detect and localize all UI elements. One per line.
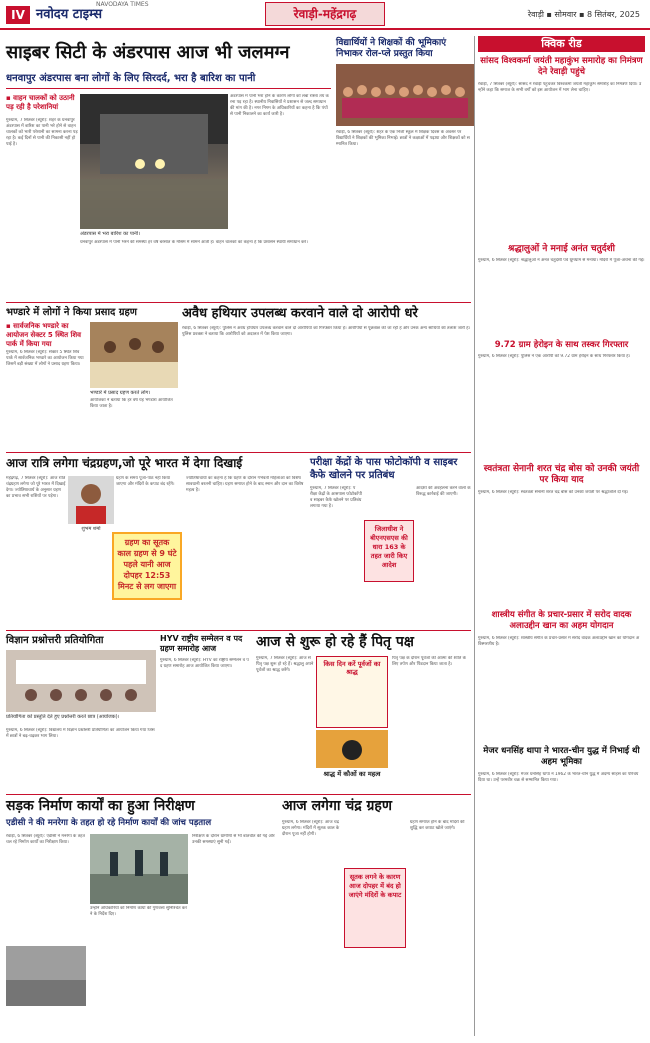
astrologer-portrait (68, 476, 114, 524)
sidebar-item3-body: गुरुग्राम, 6 सितंबर (ब्यूरो): पुलिस ने एक आरोपी को 9.72 ग्राम हेरोइन के साथ गिरफ्तार किया है। (478, 354, 631, 359)
teachers-headline: विद्यार्थियों ने शिक्षकों की भूमिकाएं निभाकर रोल-प्ले प्रस्तुत किया (336, 38, 447, 59)
page-number: IV (6, 6, 30, 24)
sidebar-item6-head: मेजर धनसिंह थापा ने भारत-चीन युद्ध में निभाई थी अहम भूमिका (483, 746, 640, 767)
divider (6, 630, 471, 631)
roads-subhead: एडीसी ने की मनरेगा के तहत हो रहे निर्माण कार्यों की जांच पड़ताल (6, 818, 212, 828)
exam-body-2: आदेशों की अवहेलना करने वालों के विरुद्ध कार्रवाई की जाएगी। (416, 486, 471, 497)
pitru-body-2: पितृ पक्ष के दौरान पूर्वजों की आत्मा की शांति के लिए तर्पण और पिंडदान किया जाता है। (392, 656, 466, 667)
quiz-headline: विज्ञान प्रश्नोत्तरी प्रतियोगिता (6, 635, 104, 646)
grahan2-headline: आज लगेगा चंद्र ग्रहण (282, 798, 392, 814)
portrait-image (68, 476, 114, 524)
grahan2-sutak-text: सूतक लगने के कारण आज दोपहर में बंद हो जाएंगे मंदिरों के कपाट (348, 873, 402, 899)
sidebar-item2-head: श्रद्धालुओं ने मनाई अनंत चतुर्दशी (508, 244, 615, 254)
bhandara-scene-image (90, 322, 178, 388)
bhandara-photo (90, 322, 178, 388)
sidebar-item5-body: गुरुग्राम, 6 सितंबर (ब्यूरो): शास्त्रीय संगीत के प्रचार-प्रसार में सरोद वादक अलाउद्दीन खान का योगदान अविस्मरणीय है। (478, 636, 640, 647)
quiz-photo-caption: प्रतियोगिता को प्रस्तुति देते हुए प्रश्नोत्तरी करते छात्र (आयोजक)। (6, 714, 120, 720)
quiz-body: गुरुग्राम, 6 सितंबर (ब्यूरो): विद्यालय में विज्ञान प्रश्नोत्तरी प्रतियोगिता का आयोजन किया गया जिसमें छात्रों ने बढ़-चढ़कर भाग लिया। (6, 728, 155, 739)
hyv-headline: HYV राष्ट्रीय सम्मेलन व पद ग्रहण समारोह आज (160, 634, 243, 653)
hyv-body: गुरुग्राम, 6 सितंबर (ब्यूरो): HYV का राष्ट्रीय सम्मेलन व पद ग्रहण समारोह आज आयोजित किया जाएगा। (160, 658, 249, 669)
underpass-photo (80, 94, 228, 229)
roads-body-2: उन्होंने अधिकारियों को निर्माण कार्यों की गुणवत्ता सुनिश्चित करने के निर्देश दिए। (90, 906, 187, 917)
lead-kicker: ▪ वाहन चालकों को उठानी पड़ रही है परेशानियां (6, 94, 75, 111)
brand-sub: NAVODAYA TIMES (96, 1, 149, 8)
masthead (0, 0, 650, 30)
crow-title: श्राद्ध में कौओं का महत्व (323, 770, 381, 778)
crow-photo (316, 730, 388, 768)
sidebar-item1-head: सांसद विश्वकर्मा जयंती महाकुंभ समारोह का निमंत्रण देने रेवाड़ी पहुंचे (480, 56, 643, 77)
sidebar-item3-head: 9.72 ग्राम हेरोइन के साथ तस्कर गिरफ्तार (494, 340, 629, 350)
pitru-date-box (316, 656, 388, 728)
quick-read-band: क्विक रीड (478, 36, 645, 52)
pitru-body: गुरुग्राम, 7 सितंबर (ब्यूरो): आज से पितृ पक्ष शुरू हो रहे हैं। श्रद्धालु अपने पूर्वजों का श्राद्ध करेंगे। (256, 656, 314, 673)
bhandara-body: गुरुग्राम, 6 सितंबर (ब्यूरो): सेक्टर 5 स्थित शिव पार्क में सार्वजनिक भण्डारे का आयोजन किया गया जिसमें बड़ी संख्या में लोगों ने प्रसाद ग्रहण किया। (6, 350, 84, 367)
crow-image (316, 730, 388, 768)
bhandara-photo-caption: भण्डारे में प्रसाद ग्रहण करते लोग। (90, 390, 151, 396)
dateline: रेवाड़ी ▪ सोमवार ▪ 8 सितंबर, 2025 (527, 10, 640, 19)
teachers-group-photo (336, 64, 474, 126)
lead-photo-caption: अंडरपास में भरा बारिश का पानी। (80, 231, 140, 237)
brand-logo: नवोदय टाइम्स (36, 7, 103, 22)
roads-body-3: निरीक्षण के दौरान ग्रामीणों से भी बातचीत की गई और उनकी समस्याएं सुनी गईं। (192, 834, 275, 845)
underpass-scene-image (80, 94, 228, 229)
exam-headline: परीक्षा केंद्रों के पास फोटोकॉपी व साइबर कैफे खोलने पर प्रतिबंध (310, 457, 458, 481)
roads-photo-2 (90, 834, 188, 904)
grahan2-body-2: ग्रहण समाप्त होने के बाद मंदिरों की शुद्धि कर कपाट खोले जाएंगे। (410, 820, 465, 831)
grahan2-body: गुरुग्राम, 6 सितंबर (ब्यूरो): आज चंद्र ग्रहण लगेगा। मंदिरों में सूतक काल के दौरान पूजा नहीं होगी। (282, 820, 340, 837)
eclipse-body: महेंद्रगढ़, 7 सितंबर (ब्यूरो): आज रात्रि चंद्रग्रहण लगेगा जो पूरे भारत में दिखाई देगा। ज्योतिषाचार्य के अनुसार ग्रहण का प्रभाव सभी राशियों पर पड़ेगा। (6, 476, 66, 499)
lead-body-bottom: धनवापुर अंडरपास में पानी भरने की समस्या हर वर्ष बरसात के मौसम में सामने आती है। वाहन चालकों का कहना है कि प्रशासन स्थायी समाधान करे। (80, 240, 308, 245)
divider (6, 794, 471, 795)
exam-body: गुरुग्राम, 7 सितंबर (ब्यूरो): परीक्षा केंद्रों के आसपास फोटोकॉपी व साइबर कैफे खोलने पर प्रतिबंध लगाया गया है। (310, 486, 362, 509)
lead-headline: साइबर सिटी के अंडरपास आज भी जलमग्न (6, 42, 290, 63)
weapons-headline: अवैध हथियार उपलब्ध करवाने वाले दो आरोपी धरे (182, 306, 418, 321)
sidebar-item4-head: स्वतंत्रता सेनानी शरत चंद्र बोस को उनकी जयंती पर किया याद (483, 464, 640, 485)
roads-photo-1 (6, 946, 86, 1006)
eclipse-body-2: ग्रहण के समय पूजा-पाठ नहीं किया जाएगा और मंदिरों के कपाट बंद रहेंगे। (116, 476, 175, 487)
sidebar-item2-body: गुरुग्राम, 6 सितंबर (ब्यूरो): श्रद्धालुओं ने अनंत चतुर्दशी पर्व धूमधाम से मनाया। मंदिरों में पूजा-अर्चना की गई। (478, 258, 645, 263)
divider (6, 302, 471, 303)
teachers-body: रेवाड़ी, 6 सितंबर (ब्यूरो): शहर के एक निजी स्कूल में शिक्षक दिवस के अवसर पर विद्यार्थियों ने शिक्षकों की भूमिका निभाई। छात्रों ने कक्षाओं में पढ़ाया और शिक्षकों को सम्मानित किया। (336, 130, 470, 147)
pitru-box-title: किस दिन करें पूर्वजों का श्राद्ध (323, 660, 381, 676)
roads-body: रेवाड़ी, 6 सितंबर (ब्यूरो): एडीसी ने मनरेगा के तहत चल रहे निर्माण कार्यों का निरीक्षण किया। (6, 834, 85, 845)
column-rule (474, 36, 475, 1036)
grahan2-sutak-box (344, 868, 406, 948)
divider (6, 88, 331, 89)
lead-body-col3: अंडरपास में पानी भरा होने के कारण लोगों को लंबा रास्ता तय करना पड़ रहा है। स्थानीय निवासियों ने प्रशासन से जल्द समाधान की मांग की है। नगर निगम के अधिकारियों का कहना है कि पंपों से पानी निकालने का कार्य जारी है। (230, 94, 329, 117)
divider (6, 452, 471, 453)
roads-scene-2 (90, 834, 188, 904)
exam-infobox: जिलाधीश ने बीएनएसएस की धारा 163 के तहत जारी किए आदेश (364, 520, 414, 582)
sidebar-item1-body: रेवाड़ी, 7 सितंबर (ब्यूरो): सांसद ने रेवाड़ी पहुंचकर विश्वकर्मा जयंती महाकुंभ समारोह का निमंत्रण दिया। उन्होंने कहा कि समाज के सभी वर्गों को इस आयोजन में भाग लेना चाहिए। (478, 82, 642, 93)
portrait-caption: शुभम शर्मा (81, 526, 101, 532)
roads-scene-1 (6, 946, 86, 1006)
bhandara-kicker: ▪ सार्वजनिक भण्डारे का आयोजन सेक्टर 5 स्थित शिव पार्क में किया गया (6, 322, 81, 348)
eclipse-headline: आज रात्रि लगेगा चंद्रग्रहण,जो पूरे भारत में देगा दिखाई (6, 456, 243, 470)
sidebar-item6-body: गुरुग्राम, 6 सितंबर (ब्यूरो): मेजर धनसिंह थापा ने 1962 के भारत-चीन युद्ध में अदम्य साहस का परिचय दिया था। उन्हें परमवीर चक्र से सम्मानित किया गया। (478, 772, 639, 783)
quiz-photo (6, 650, 156, 712)
bhandara-headline: भण्डारे में लोगों ने किया प्रसाद ग्रहण (6, 307, 138, 318)
lead-subhead: धनवापुर अंडरपास बना लोगों के लिए सिरदर्द, भरा है बारिश का पानी (6, 73, 256, 84)
pitru-headline: आज से शुरू हो रहे हैं पितृ पक्ष (256, 634, 414, 650)
sidebar-item4-body: गुरुग्राम, 6 सितंबर (ब्यूरो): स्वतंत्रता सेनानी शरत चंद्र बोस को उनकी जयंती पर श्रद्धांजलि दी गई। (478, 490, 629, 495)
bhandara-body-2: आयोजकों ने बताया कि हर वर्ष यह भण्डारा आयोजित किया जाता है। (90, 398, 173, 409)
roads-headline: सड़क निर्माण कार्यों का हुआ निरीक्षण (6, 798, 195, 814)
weapons-body: रेवाड़ी, 6 सितंबर (ब्यूरो): पुलिस ने अवैध हथियार उपलब्ध करवाने वाले दो आरोपियों को गिरफ्तार किया है। आरोपियों से पूछताछ की जा रही है और उनके अन्य साथियों की तलाश जारी है। पुलिस प्रवक्ता ने बताया कि आरोपियों को अदालत में पेश किया जाएगा। (182, 326, 471, 337)
lead-body: गुरुग्राम, 7 सितंबर (ब्यूरो): शहर के धनवापुर अंडरपास में बारिश का पानी भरे होने से वाहन चालकों को भारी परेशानी का सामना करना पड़ रहा है। कई दिनों से पानी की निकासी नहीं हो पाई है। (6, 118, 78, 147)
sutak-highlight-box: ग्रहण का सूतक काल ग्रहण से 9 घंटे पहले यानी आज दोपहर 12:53 मिनट से लग जाएगा (112, 532, 182, 600)
quiz-scene-image (6, 650, 156, 712)
group-photo-image (336, 64, 474, 126)
city-section-tag: रेवाड़ी-महेंद्रगढ़ (265, 2, 385, 26)
eclipse-body-3: ज्योतिषाचार्यों का कहना है कि ग्रहण के दौरान गर्भवती महिलाओं को विशेष सावधानी बरतनी चाहिए। ग्रहण समाप्त होने के बाद स्नान और दान का विशेष महत्व है। (186, 476, 304, 493)
sidebar-item5-head: शास्त्रीय संगीत के प्रचार-प्रसार में सरोद वादक अलाउद्दीन खान का अहम योगदान (491, 610, 632, 631)
